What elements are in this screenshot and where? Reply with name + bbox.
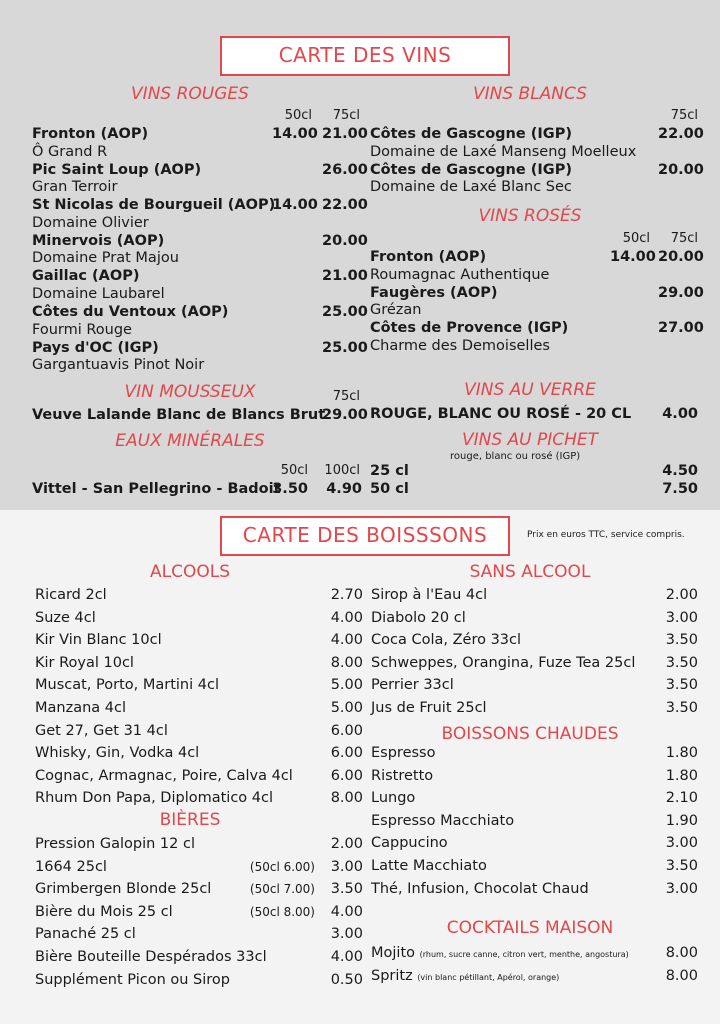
chaude-price: 3.00 [665,835,698,852]
eaux-h2: 100cl [324,463,360,478]
blanc-price-75cl: 22.00 [658,126,704,142]
rose-row [370,319,704,337]
alcool-name: Suze 4cl [35,609,96,626]
blanc-name: Côtes de Gascogne (IGP) [370,126,572,142]
pichet-name: 25 cl [370,463,409,479]
rouge-row [32,161,368,179]
cocktail-desc: (vin blanc pétillant, Apérol, orange) [417,972,560,982]
verre-name: ROUGE, BLANC OU ROSÉ - 20 CL [370,406,632,422]
rouge-row [32,267,368,285]
chaude-row [371,833,701,853]
alcool-name: Kir Royal 10cl [35,654,134,671]
blanc-producer: Domaine de Laxé Blanc Sec [370,179,572,196]
cocktail-row [371,966,701,986]
rose-subtitle [370,337,700,355]
biere-name: Bière du Mois 25 cl [35,903,173,920]
alcool-row [35,630,365,650]
alcool-price: 4.00 [330,609,363,626]
alcool-price: 6.00 [330,745,363,762]
rose-subtitle [370,301,700,319]
verre-row [370,405,700,423]
rouge-subtitle [32,249,362,267]
chaude-name: Cappucino [371,835,448,852]
sans-alcool-row [371,698,701,718]
blanc-price-75cl: 20.00 [658,161,704,178]
sans-alcool-price: 2.00 [665,587,698,603]
alcool-price: 8.00 [330,654,363,671]
rouge-name: Minervois (AOP) [32,232,165,249]
pichet-name: 50 cl [370,481,409,497]
rose-price-75cl: 20.00 [658,249,704,265]
eaux-row [32,480,362,498]
verre-price: 4.00 [662,406,698,422]
biere-price: 3.00 [330,926,363,943]
eaux-price-2: 4.90 [326,481,362,497]
biere-name: Panaché 25 cl [35,926,136,943]
biere-price: 4.00 [330,903,363,920]
rouge-price-75cl: 25.00 [322,304,368,320]
rouge-row [32,125,368,143]
pichet-price: 4.50 [662,463,698,479]
biere-price: 3.00 [330,858,363,875]
sans-alcool-row [371,585,701,605]
chaude-price: 2.10 [665,790,698,807]
verre-title: VINS AU VERRE [464,380,596,400]
biere-name: Supplément Picon ou Sirop [35,971,230,988]
alcool-price: 8.00 [330,790,363,807]
alcool-price: 4.00 [330,632,363,649]
mousseux-h2: 75cl [332,389,360,404]
rouge-name: Pays d'OC (IGP) [32,339,159,356]
rouge-name: Pic Saint Loup (AOP) [32,161,202,178]
rouge-subtitle [32,143,362,161]
alcool-price: 6.00 [330,722,363,739]
chaude-price: 3.50 [665,858,698,874]
rouge-name: Fronton (AOP) [32,126,149,142]
eaux-price-1: 3.50 [272,481,308,497]
alcool-price: 5.00 [330,677,363,694]
pichet-subtitle: rouge, blanc ou rosé (IGP) [450,451,581,462]
biere-price: 2.00 [330,836,363,852]
sans-alcool-row [371,675,701,695]
biere-row [35,902,365,922]
biere-row [35,924,365,944]
rouge-producer: Fourmi Rouge [32,321,132,338]
sans-alcool-name: Perrier 33cl [371,677,454,694]
chaude-name: Thé, Infusion, Chocolat Chaud [371,880,589,897]
alcool-name: Get 27, Get 31 4cl [35,722,168,739]
chaude-row [371,743,701,763]
rose-price-75cl: 29.00 [658,284,704,301]
pichet-row [370,462,700,480]
chaude-price: 3.00 [665,880,698,897]
alcool-row [35,608,365,628]
mousseux-row [32,406,368,424]
rose-name: Fronton (AOP) [370,249,487,265]
alcool-name: Rhum Don Papa, Diplomatico 4cl [35,790,274,807]
rose-name: Faugères (AOP) [370,284,498,301]
rose-row [370,284,704,302]
rouge-producer: Gargantuavis Pinot Noir [32,357,205,374]
cocktail-price: 8.00 [665,967,698,984]
alcool-row [35,788,365,808]
wine-title: CARTE DES VINS [220,36,510,76]
alcool-name: Kir Vin Blanc 10cl [35,632,162,649]
eaux-h1: 50cl [280,463,308,478]
roses-h1: 50cl [622,231,650,246]
rose-producer: Roumagnac Authentique [370,266,550,283]
rouge-price-75cl: 22.00 [322,197,368,214]
rose-row [370,248,704,266]
sans-alcool-name: Coca Cola, Zéro 33cl [371,632,522,649]
cocktail-price: 8.00 [665,945,698,961]
rose-subtitle [370,266,700,284]
cocktails-title: COCKTAILS MAISON [446,918,614,938]
blanc-producer: Domaine de Laxé Manseng Moelleux [370,143,637,160]
blanc-row [370,125,704,143]
bieres-title: BIÈRES [159,810,221,830]
rose-price-75cl: 27.00 [658,320,704,337]
rose-producer: Charme des Demoiselles [370,337,550,354]
chaude-price: 1.90 [665,812,698,829]
alcool-row [35,585,365,605]
rose-price-50cl: 14.00 [610,249,656,265]
prices-note: Prix en euros TTC, service compris. [527,530,685,540]
pichet-title: VINS AU PICHET [461,430,599,450]
blanc-row [370,161,704,179]
sans-alcool-price: 3.00 [665,609,698,626]
alcool-name: Whisky, Gin, Vodka 4cl [35,745,200,762]
chaude-name: Lungo [371,790,416,807]
alcool-row [35,766,365,786]
rouge-row [32,196,368,214]
cocktail-title: Mojito [371,945,415,961]
alcool-name: Manzana 4cl [35,700,126,716]
pichet-price: 7.50 [662,481,698,497]
biere-row [35,970,365,990]
rouge-price-75cl: 20.00 [322,232,368,249]
alcool-row [35,653,365,673]
sans-alcool-title: SANS ALCOOL [469,562,591,582]
blanc-name: Côtes de Gascogne (IGP) [370,161,572,178]
blancs-h2: 75cl [670,108,698,123]
rouges-h1: 50cl [284,108,312,123]
drinks-title: CARTE DES BOISSSONS [220,516,510,556]
sans-alcool-name: Diabolo 20 cl [371,609,466,626]
rose-name: Côtes de Provence (IGP) [370,320,569,337]
alcool-price: 2.70 [330,587,363,603]
roses-title: VINS ROSÉS [478,206,582,226]
sans-alcool-name: Schweppes, Orangina, Fuze Tea 25cl [371,654,636,671]
blanc-subtitle [370,178,700,196]
alcool-row [35,743,365,763]
eaux-name: Vittel - San Pellegrino - Badoit [32,481,281,497]
rose-producer: Grézan [370,302,422,319]
blancs-title: VINS BLANCS [472,84,587,104]
rouges-h2: 75cl [332,108,360,123]
rouge-price-75cl: 21.00 [322,126,368,142]
biere-price: 0.50 [330,971,363,988]
alcool-price: 6.00 [330,767,363,784]
biere-note: (50cl 7.00) [249,882,315,897]
alcool-price: 5.00 [330,700,363,716]
sans-alcool-row [371,653,701,673]
rouge-subtitle [32,356,362,374]
biere-name: Bière Bouteille Despérados 33cl [35,949,267,965]
eaux-title: EAUX MINÉRALES [115,431,265,451]
cocktail-name [371,968,559,984]
sans-alcool-price: 3.50 [665,632,698,649]
rouge-producer: Domaine Olivier [32,214,149,231]
cocktail-row [371,943,701,963]
sans-alcool-price: 3.50 [665,700,698,716]
mousseux-name: Veuve Lalande Blanc de Blancs Brut [32,407,326,423]
chaude-row [371,811,701,831]
biere-row [35,857,365,877]
cocktail-name [371,945,629,961]
rouge-producer: Ô Grand R [32,143,108,160]
biere-note: (50cl 6.00) [249,859,315,874]
rouge-name: Gaillac (AOP) [32,268,140,285]
chaude-row [371,856,701,876]
sans-alcool-name: Jus de Fruit 25cl [371,700,487,716]
rouge-price-75cl: 25.00 [322,339,368,356]
rouge-price-75cl: 21.00 [322,268,368,285]
chaude-row [371,879,701,899]
biere-price: 3.50 [330,881,363,898]
chaude-price: 1.80 [665,767,698,784]
rouge-subtitle [32,285,362,303]
alcool-row [35,675,365,695]
rouges-title: VINS ROUGES [131,84,249,104]
chaude-row [371,766,701,786]
alcool-name: Ricard 2cl [35,587,107,603]
mousseux-title: VIN MOUSSEUX [124,382,256,402]
rouge-name: Côtes du Ventoux (AOP) [32,304,229,320]
blanc-subtitle [370,143,700,161]
chaudes-title: BOISSONS CHAUDES [441,724,619,744]
roses-h2: 75cl [670,231,698,246]
rouge-row [32,232,368,250]
sans-alcool-row [371,608,701,628]
biere-row [35,834,365,854]
biere-name: 1664 25cl [35,858,107,875]
alcool-name: Cognac, Armagnac, Poire, Calva 4cl [35,767,293,784]
rouge-subtitle [32,214,362,232]
rouge-row [32,339,368,357]
alcool-row [35,721,365,741]
chaude-name: Ristretto [371,767,434,784]
rouge-producer: Domaine Prat Majou [32,250,179,267]
rouge-price-50cl: 14.00 [272,197,318,214]
cocktail-desc: (rhum, sucre canne, citron vert, menthe, angostura) [419,950,629,959]
biere-price: 4.00 [330,949,363,965]
biere-row [35,947,365,967]
rouge-subtitle [32,178,362,196]
sans-alcool-price: 3.50 [665,654,698,671]
rouge-subtitle [32,321,362,339]
chaude-name: Latte Macchiato [371,858,487,874]
sans-alcool-name: Sirop à l'Eau 4cl [371,587,488,603]
biere-row [35,879,365,899]
mousseux-price: 29.00 [322,407,368,423]
rouge-producer: Gran Terroir [32,179,118,196]
chaude-name: Espresso [371,745,436,761]
rouge-price-75cl: 26.00 [322,161,368,178]
sans-alcool-row [371,630,701,650]
rouge-row [32,303,368,321]
alcools-title: ALCOOLS [150,562,230,582]
rouge-name: St Nicolas de Bourgueil (AOP) [32,197,276,214]
alcool-row [35,698,365,718]
cocktail-title: Spritz [371,967,413,984]
rouge-price-50cl: 14.00 [272,126,318,142]
biere-note: (50cl 8.00) [249,904,315,919]
chaude-price: 1.80 [665,745,698,761]
chaude-row [371,788,701,808]
rouge-producer: Domaine Laubarel [32,286,165,302]
sans-alcool-price: 3.50 [665,677,698,694]
biere-name: Pression Galopin 12 cl [35,836,195,852]
pichet-row [370,480,700,498]
chaude-name: Espresso Macchiato [371,812,515,829]
biere-name: Grimbergen Blonde 25cl [35,881,212,898]
alcool-name: Muscat, Porto, Martini 4cl [35,677,219,694]
